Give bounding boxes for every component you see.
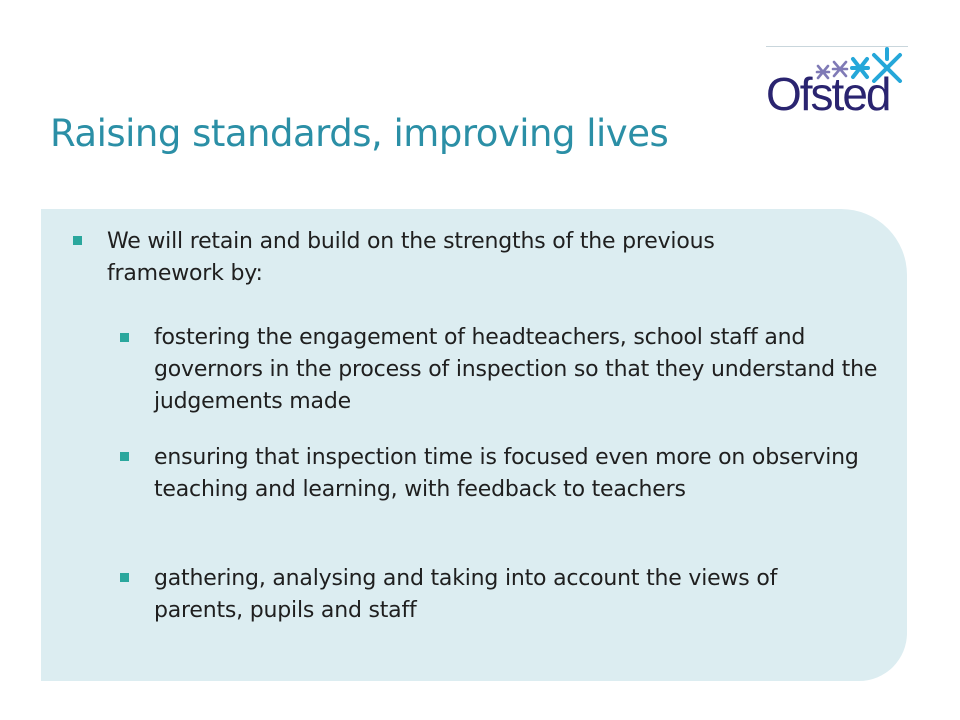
sub-bullet-text: ensuring that inspection time is focused even more on observing teaching and learning, with feedback to teachers: [154, 445, 859, 502]
content-panel: [41, 209, 907, 681]
main-bullet-text: We will retain and build on the strengths of the previous framework by:: [107, 229, 715, 286]
ofsted-logo: [766, 46, 908, 122]
sub-bullet-marker: [120, 452, 129, 461]
sub-bullet-text: fostering the engagement of headteachers, school staff and governors in the process of inspection so that they understand the judgements made: [154, 325, 878, 414]
sub-bullet-marker: [120, 333, 129, 342]
ofsted-wordmark: Ofsted: [766, 68, 890, 120]
main-bullet-marker: [73, 236, 82, 245]
sub-bullet-text: gathering, analysing and taking into account the views of parents, pupils and staff: [154, 566, 778, 623]
sub-bullet-marker: [120, 573, 129, 582]
slide-title: Raising standards, improving lives: [50, 112, 669, 155]
